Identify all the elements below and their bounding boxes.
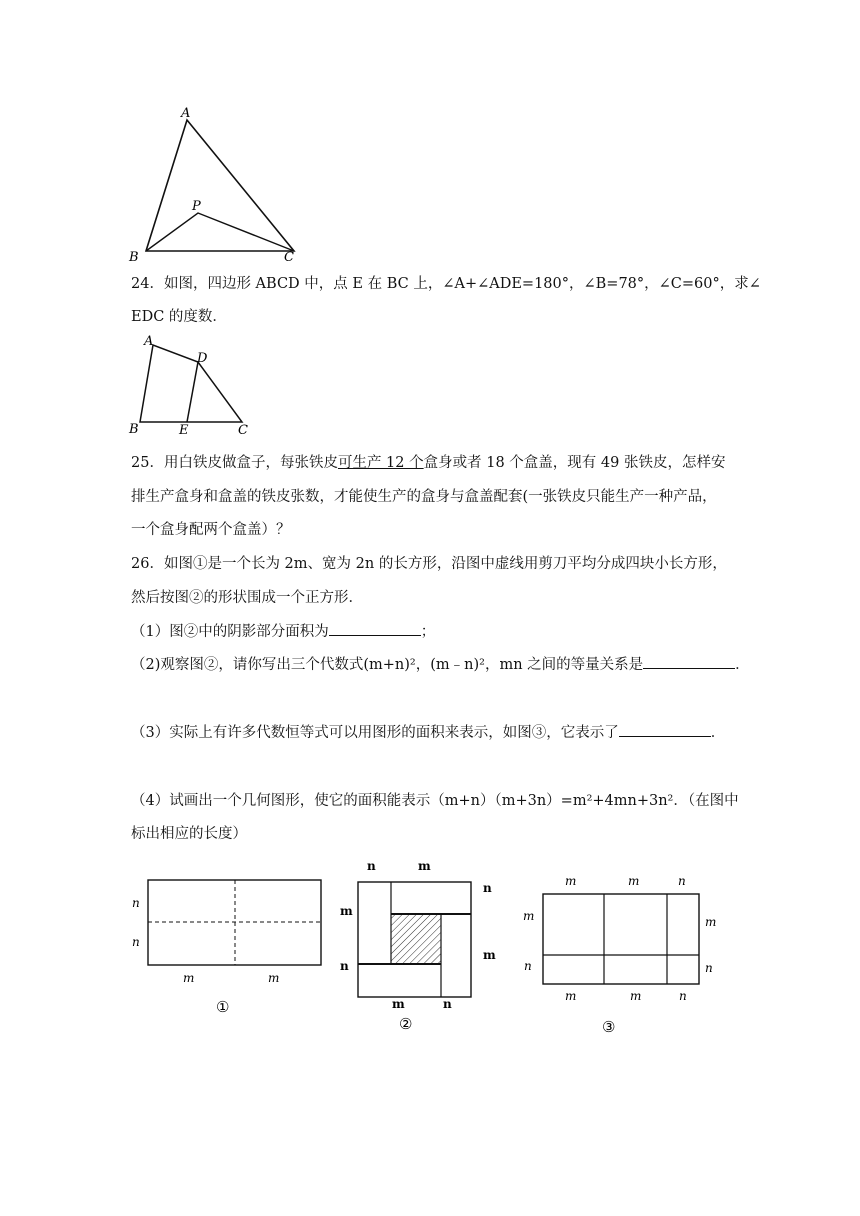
- fig3-label-bottom-n: n: [679, 989, 687, 1003]
- q24-line1: 24．如图，四边形 ABCD 中，点 E 在 BC 上，∠A+∠ADE=180°，∠B=78°，∠C=60°，求∠: [131, 276, 761, 292]
- fig3-caption: ③: [602, 1018, 616, 1036]
- fig2-label-n-left: n: [340, 959, 349, 973]
- q26-part1-text: （1）图②中的阴影部分面积为: [131, 624, 329, 640]
- quadrilateral-figure: [125, 330, 260, 440]
- fig1-label-m-right: m: [268, 971, 280, 985]
- fig3-label-bottom-m2: m: [630, 989, 642, 1003]
- fig2-label-m-bottom: m: [392, 997, 405, 1011]
- q24-line2: EDC 的度数．: [131, 309, 227, 325]
- q26-part1: [131, 620, 435, 641]
- fig2-label-m-right: m: [483, 948, 496, 962]
- answer-blank-2[interactable]: [643, 654, 735, 669]
- answer-blank-3[interactable]: [619, 722, 711, 737]
- fig3-label-right-m: m: [705, 915, 717, 929]
- q26-part3-end: ．: [710, 725, 726, 741]
- segment-de: [187, 362, 198, 422]
- fig2-label-n-bottom: n: [443, 997, 452, 1011]
- figure-1: [128, 855, 328, 1020]
- q25-line1: [131, 451, 725, 472]
- label-c: C: [238, 423, 248, 438]
- label-b: B: [129, 250, 139, 265]
- label-e: E: [179, 423, 189, 438]
- fig2-label-n-right-top: n: [483, 881, 492, 895]
- q26-part4-line2: 标出相应的长度）: [131, 826, 247, 842]
- q26-part2: [131, 653, 750, 674]
- fig2-label-n-top: n: [367, 859, 376, 873]
- q25-underlined: 可生产 12 个: [337, 455, 424, 471]
- fig3-label-top-n: n: [678, 874, 686, 888]
- q26-part2-end: ．: [735, 657, 750, 673]
- fig3-label-bottom-m1: m: [565, 989, 577, 1003]
- triangle-abc: [146, 120, 294, 251]
- fig2-caption: ②: [399, 1015, 413, 1033]
- fig2-label-m-top: m: [418, 859, 431, 873]
- fig3-label-left-n: n: [524, 959, 532, 973]
- fig3-label-top-m2: m: [628, 874, 640, 888]
- q26-part1-end: ；: [420, 624, 436, 640]
- q26-part3-text: （3）实际上有许多代数恒等式可以用图形的面积来表示，如图③，它表示了: [131, 725, 619, 741]
- fig2-label-m-left: m: [340, 904, 353, 918]
- figure-3: [515, 858, 725, 1038]
- label-p: P: [192, 199, 201, 214]
- fig1-caption: ①: [216, 998, 230, 1016]
- fig3-label-right-n: n: [705, 961, 713, 975]
- label-d: D: [197, 351, 208, 366]
- q25-text-a: 25．用白铁皮做盒子，每张铁皮: [131, 455, 338, 471]
- fig3-label-top-m1: m: [565, 874, 577, 888]
- q26-part4-line1: （4）试画出一个几何图形，使它的面积能表示（m+n）（m+3n）=m²+4mn+3n²．（在图中: [131, 793, 739, 809]
- fig1-label-n-bottom: n: [132, 935, 140, 949]
- q25-line3: 一个盒身配两个盒盖）？: [131, 522, 291, 538]
- figure-2: [330, 852, 510, 1042]
- fig1-label-n-top: n: [132, 896, 140, 910]
- fig3-label-left-m: m: [523, 909, 535, 923]
- label-a: A: [181, 106, 191, 121]
- label-a: A: [144, 334, 154, 349]
- fig1-label-m-left: m: [183, 971, 195, 985]
- q25-text-b: 盒身或者 18 个盒盖，现有 49 张铁皮，怎样安: [423, 455, 726, 471]
- fig2-shaded-square: [391, 914, 441, 964]
- q26-part3: [131, 721, 725, 742]
- q26-part2-text: （2)观察图②，请你写出三个代数式(m+n)²，(m﹣n)²，mn 之间的等量关系是: [131, 657, 644, 673]
- q25-line2: 排生产盒身和盒盖的铁皮张数，才能使生产的盒身与盒盖配套(一张铁皮只能生产一种产品，: [131, 489, 717, 505]
- quad-abcd: [140, 345, 242, 422]
- q26-line1: 26．如图①是一个长为 2m、宽为 2n 的长方形，沿图中虚线用剪刀平均分成四块小长方形，: [131, 556, 727, 572]
- segment-bpc: [146, 213, 294, 251]
- fig3-outer-rectangle: [543, 894, 699, 984]
- label-b: B: [129, 422, 139, 437]
- answer-blank-1[interactable]: [329, 621, 421, 636]
- triangle-figure: [120, 100, 310, 265]
- label-c: C: [284, 250, 294, 265]
- q26-line2: 然后按图②的形状围成一个正方形．: [131, 590, 363, 606]
